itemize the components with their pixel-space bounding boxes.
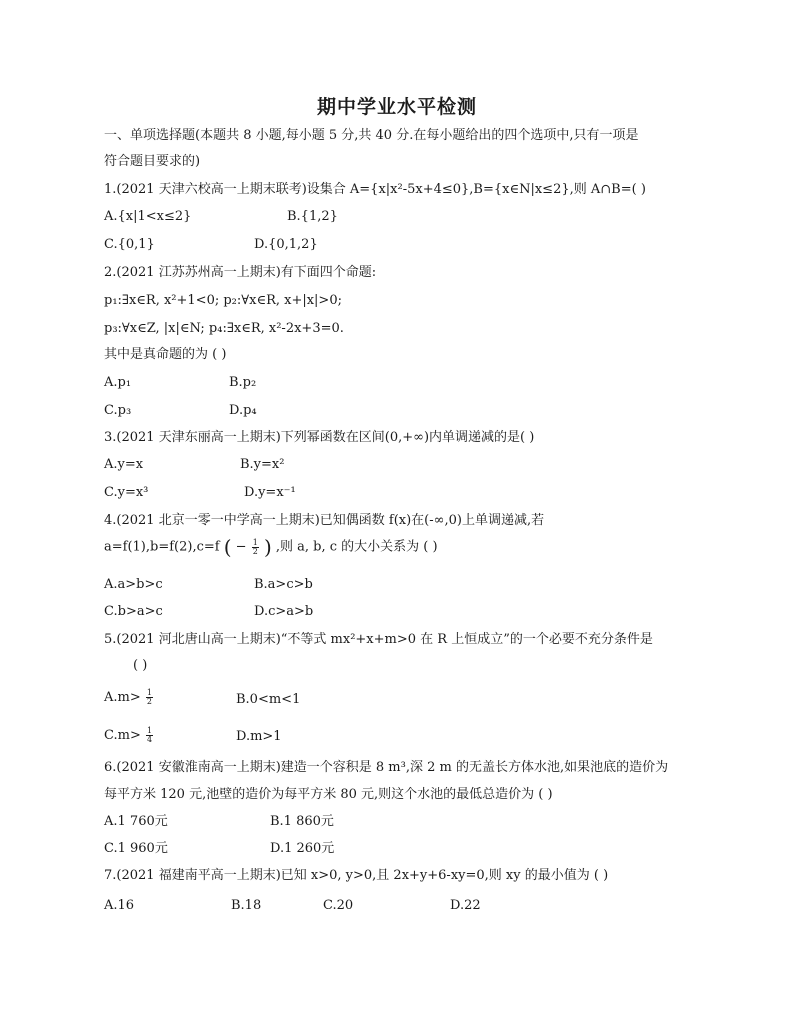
q1-option-c: C.{0,1}: [104, 237, 155, 252]
q5-option-c-numerator: 1: [146, 726, 153, 735]
q5-option-a-denominator: 2: [146, 697, 152, 706]
q2-propositions-1-2: p₁:∃x∈R, x²+1<0; p₂:∀x∈R, x+|x|>0;: [104, 293, 342, 308]
q2-stem: 2.(2021 江苏苏州高一上期末)有下面四个命题:: [104, 265, 377, 280]
q5-option-c-prefix: C.m>: [104, 728, 141, 743]
q4-definitions-suffix: ,则 a, b, c 的大小关系为 ( ): [275, 539, 438, 555]
q2-option-d: D.p₄: [229, 403, 257, 418]
q3-option-a: A.y=x: [104, 457, 144, 472]
q2-option-c: C.p₃: [104, 403, 132, 418]
section-instruction-line2: 符合题目要求的): [104, 154, 201, 169]
q5-option-c-fraction: [146, 727, 153, 744]
q1-stem: 1.(2021 天津六校高一上期末联考)设集合 A={x|x²-5x+4≤0},B={x∈N|x≤2},则 A∩B=( ): [104, 182, 646, 197]
section-instruction-line1: 一、单项选择题(本题共 8 小题,每小题 5 分,共 40 分.在每小题给出的四个选项中,只有一项是: [104, 128, 639, 143]
q4-fraction-numerator: 1: [252, 537, 258, 547]
q4-paren-close: ): [263, 535, 272, 559]
q5-option-a-fraction: [146, 689, 153, 706]
q5-stem: 5.(2021 河北唐山高一上期末)“不等式 mx²+x+m>0 在 R 上恒成立”的一个必要不充分条件是: [104, 632, 653, 647]
q4-option-c: C.b>a>c: [104, 604, 163, 619]
q2-option-a: A.p₁: [104, 375, 132, 390]
q5-option-c: [104, 727, 154, 745]
q4-option-a: A.a>b>c: [104, 577, 163, 592]
page-title: 期中学业水平检测: [316, 96, 477, 118]
q6-stem-line1: 6.(2021 安徽淮南高一上期末)建造一个容积是 8 m³,深 2 m 的无盖长方体水池,如果池底的造价为: [104, 760, 669, 775]
q5-answer-paren: ( ): [133, 658, 148, 673]
q4-option-b: B.a>c>b: [254, 577, 313, 592]
q7-option-c: C.20: [323, 898, 354, 913]
q5-option-a-prefix: A.m>: [104, 690, 141, 705]
q6-option-d: D.1 260元: [270, 841, 335, 856]
q3-option-d: D.y=x⁻¹: [244, 485, 296, 500]
q1-option-b: B.{1,2}: [287, 209, 338, 224]
q4-fraction-denominator: 2: [252, 546, 258, 556]
q1-option-a: A.{x|1<x≤2}: [104, 209, 192, 224]
q4-definitions: [104, 535, 438, 559]
q4-option-d: D.c>a>b: [254, 604, 314, 619]
q4-minus-sign: −: [235, 539, 247, 555]
q5-option-d: D.m>1: [236, 729, 282, 744]
q4-paren-open: (: [223, 535, 232, 559]
q7-option-d: D.22: [450, 898, 481, 913]
q3-stem: 3.(2021 天津东丽高一上期末)下列幂函数在区间(0,+∞)内单调递减的是( ): [104, 430, 535, 445]
q1-option-d: D.{0,1,2}: [254, 237, 318, 252]
q7-stem: 7.(2021 福建南平高一上期末)已知 x>0, y>0,且 2x+y+6-xy=0,则 xy 的最小值为 ( ): [104, 868, 609, 883]
q5-option-c-denominator: 4: [146, 735, 153, 744]
q7-option-a: A.16: [104, 898, 135, 913]
q4-fraction: [252, 539, 259, 556]
q4-definitions-prefix: a=f(1),b=f(2),c=f: [104, 539, 220, 555]
q3-option-c: C.y=x³: [104, 485, 149, 500]
q6-stem-line2: 每平方米 120 元,池壁的造价为每平方米 80 元,则这个水池的最低总造价为 ( ): [104, 787, 553, 802]
q6-option-a: A.1 760元: [104, 814, 168, 829]
q3-option-b: B.y=x²: [240, 457, 285, 472]
q7-option-b: B.18: [231, 898, 262, 913]
q2-propositions-3-4: p₃:∀x∈Z, |x|∈N; p₄:∃x∈R, x²-2x+3=0.: [104, 321, 344, 336]
q5-option-a: [104, 689, 154, 707]
q5-option-a-numerator: 1: [146, 688, 152, 697]
q2-question: 其中是真命题的为 ( ): [104, 347, 227, 362]
q4-stem: 4.(2021 北京一零一中学高一上期末)已知偶函数 f(x)在(-∞,0)上单调递减,若: [104, 513, 545, 528]
q5-option-b: B.0<m<1: [236, 692, 301, 707]
q6-option-b: B.1 860元: [270, 814, 334, 829]
q2-option-b: B.p₂: [229, 375, 257, 390]
q6-option-c: C.1 960元: [104, 841, 168, 856]
